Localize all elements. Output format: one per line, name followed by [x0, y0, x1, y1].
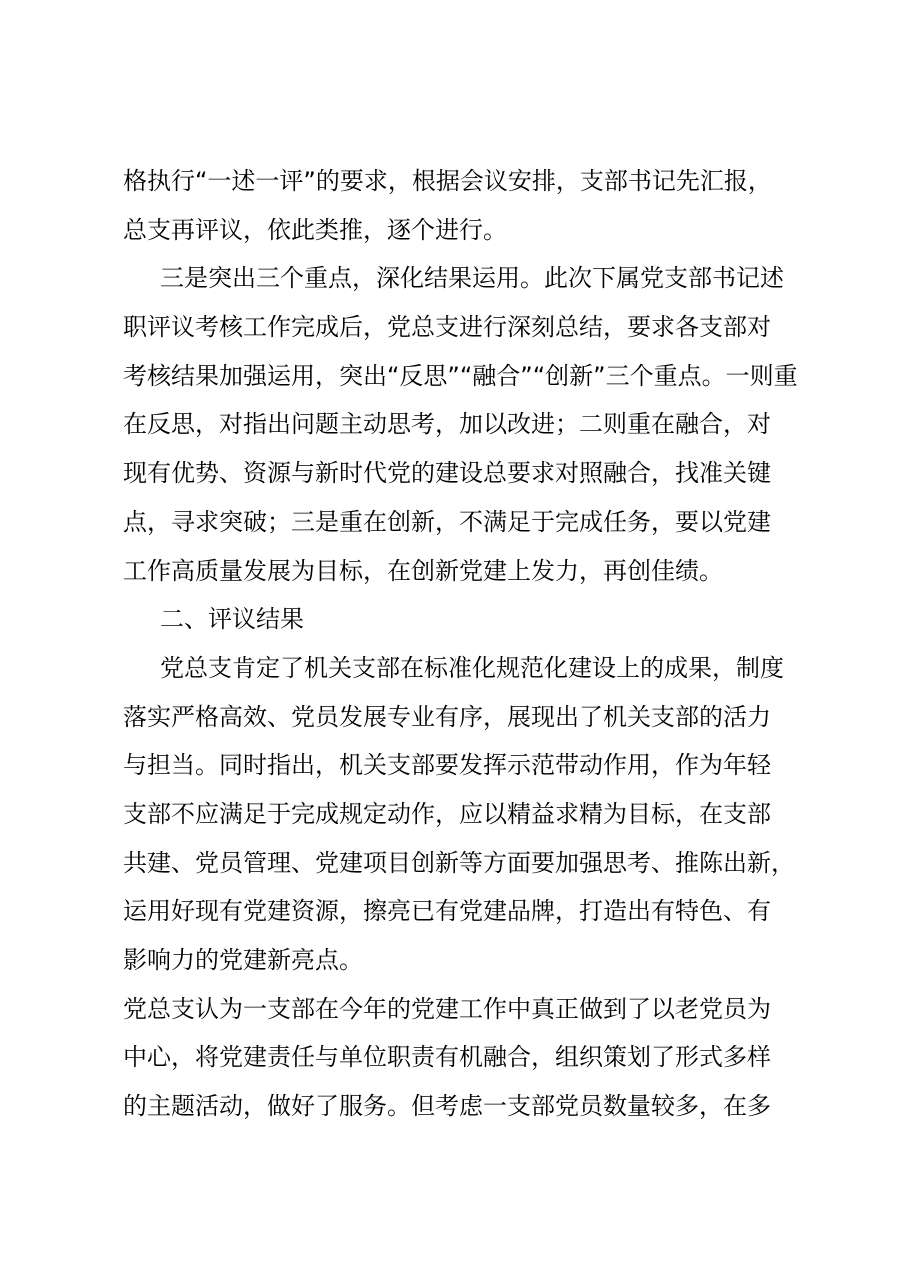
text-line-6: 在反思，对指出问题主动思考，加以改进；二则重在融合，对: [123, 410, 771, 439]
document-body: [123, 157, 803, 1131]
text-line-18: 党总支认为一支部在今年的党建工作中真正做到了以老党员为: [123, 994, 771, 1023]
text-line-17: 影响力的党建新亮点。: [123, 946, 363, 974]
text-line-13: 与担当。同时指出，机关支部要发挥示范带动作用，作为年轻: [123, 751, 771, 780]
text-line-16: 运用好现有党建资源，擦亮已有党建品牌，打造出有特色、有: [123, 897, 771, 926]
text-line-15: 共建、党员管理、党建项目创新等方面要加强思考、推陈出新，: [123, 848, 795, 877]
text-line-5: 考核结果加强运用，突出“反思”“融合”“创新”三个重点。一则重: [123, 361, 798, 390]
text-line-14: 支部不应满足于完成规定动作，应以精益求精为目标，在支部: [123, 799, 771, 828]
text-line-8: 点，寻求突破；三是重在创新，不满足于完成任务，要以党建: [123, 507, 771, 536]
text-line-7: 现有优势、资源与新时代党的建设总要求对照融合，找准关键: [123, 459, 771, 488]
text-line-4: 职评议考核工作完成后，党总支进行深刻总结，要求各支部对: [123, 313, 771, 342]
text-line-2: 总支再评议，依此类推，逐个进行。: [123, 215, 507, 244]
text-line-9: 工作高质量发展为目标，在创新党建上发力，再创佳绩。: [123, 556, 723, 585]
section-heading: 二、评议结果: [160, 605, 304, 634]
text-line-11: 党总支肯定了机关支部在标准化规范化建设上的成果，制度: [160, 653, 784, 682]
text-line-3: 三是突出三个重点，深化结果运用。此次下属党支部书记述: [160, 264, 784, 293]
text-line-19: 中心，将党建责任与单位职责有机融合，组织策划了形式多样: [123, 1043, 771, 1072]
text-line-12: 落实严格高效、党员发展专业有序，展现出了机关支部的活力: [123, 702, 771, 731]
text-line-20: 的主题活动，做好了服务。但考虑一支部党员数量较多，在多: [123, 1092, 771, 1121]
text-line-1: 格执行“一述一评”的要求，根据会议安排，支部书记先汇报，: [123, 167, 772, 195]
